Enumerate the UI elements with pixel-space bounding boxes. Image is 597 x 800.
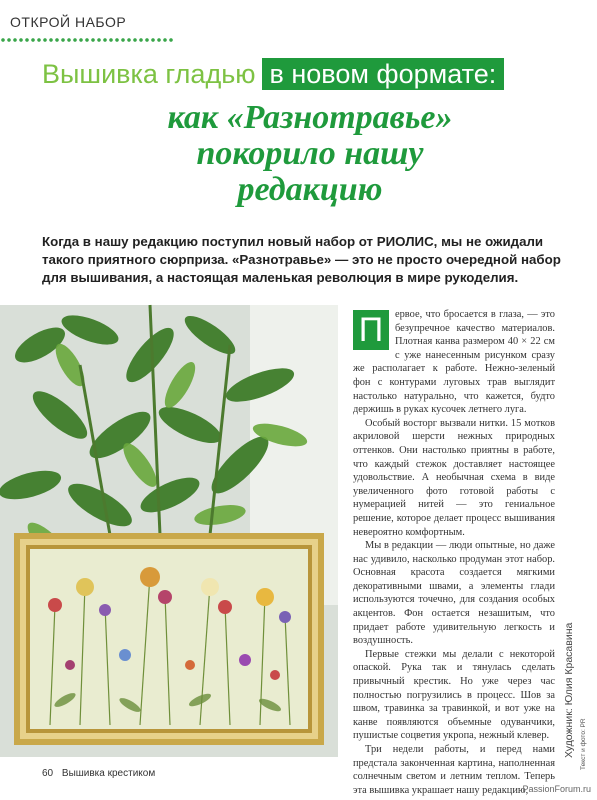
artist-credit: Художник: Юлия Красавина bbox=[563, 622, 575, 758]
article-paragraph: Первые стежки мы делали с некоторой опаской. Рука так и тянулась сделать привычный крестик. Но уже через час полностью погрузились в процесс. Шов за швом, травинка за травинкой, и вот уже на канве появляются объемные одуванчики, пушистые соцветия укропа, нежный клевер. bbox=[353, 648, 555, 742]
article-paragraph: Мы в редакции — люди опытные, но даже нас удивило, насколько продуман этот набор. Основная красота создается мягкими декоративными швами, а элементы глади используются точечно, для создания особых акцентов. Фон остается незашитым, что придает работе удивительную легкость и воздушность. bbox=[353, 540, 555, 647]
title-part-2-highlight: в новом формате: bbox=[262, 58, 505, 90]
article-paragraph: Три недели работы, и перед нами предстала законченная картина, наполненная солнечным светом и летним теплом. Теперь эта вышивка украшает нашу редакцию, bbox=[353, 744, 555, 796]
section-label: ОТКРОЙ НАБОР bbox=[10, 14, 127, 30]
embroidery-photo-illustration bbox=[0, 305, 338, 757]
title-part-1: Вышивка гладью bbox=[42, 59, 256, 89]
title-italic bbox=[80, 100, 540, 208]
title-line-1 bbox=[42, 58, 562, 90]
article-paragraph bbox=[353, 308, 555, 417]
page-footer bbox=[42, 768, 155, 779]
text-photo-credit: Текст и фото: PR bbox=[580, 718, 587, 770]
title-italic-line: редакцию bbox=[237, 171, 383, 208]
article-body bbox=[353, 308, 555, 796]
lead-paragraph: Когда в нашу редакцию поступил новый набор от РИОЛИС, мы не ожидали такого приятного сюрприза. «Разнотравье» — это не просто очередной набор для вышивания, а настоящая маленькая революция в мире рукоделия. bbox=[42, 234, 561, 285]
dropcap: П bbox=[353, 310, 389, 350]
article-paragraph: Особый восторг вызвали нитки. 15 мотков акриловой шерсти нежных природных оттенков. Они настолько приятны в работе, что каждый стежок доставляет настоящее удовольствие. А необычная схема в виде увеличенного фото готовой работы с нумерацией нитей — это гениальное решение, которое делает процесс вышивания невероятно комфортным. bbox=[353, 417, 555, 538]
title-italic-line: покорило нашу bbox=[196, 135, 424, 172]
page-number: 60 bbox=[42, 768, 54, 779]
article-paragraph-text: ервое, что бросается в глаза, — это безупречное качество материалов. Плотная канва размером 40 × 22 см с уже нанесенным рисунком сразу же располагает к работе. Нежно-зеленый фон с контурами луговых трав выглядит настолько натурально, что кажется, будто держишь в руках кусочек летнего луга. bbox=[353, 309, 555, 416]
magazine-name: Вышивка крестиком bbox=[61, 768, 156, 779]
title-italic-line: как «Разнотравье» bbox=[167, 99, 453, 136]
dotted-divider bbox=[0, 37, 175, 43]
watermark: PassionForum.ru bbox=[522, 784, 591, 794]
embroidery-photo bbox=[0, 305, 338, 757]
